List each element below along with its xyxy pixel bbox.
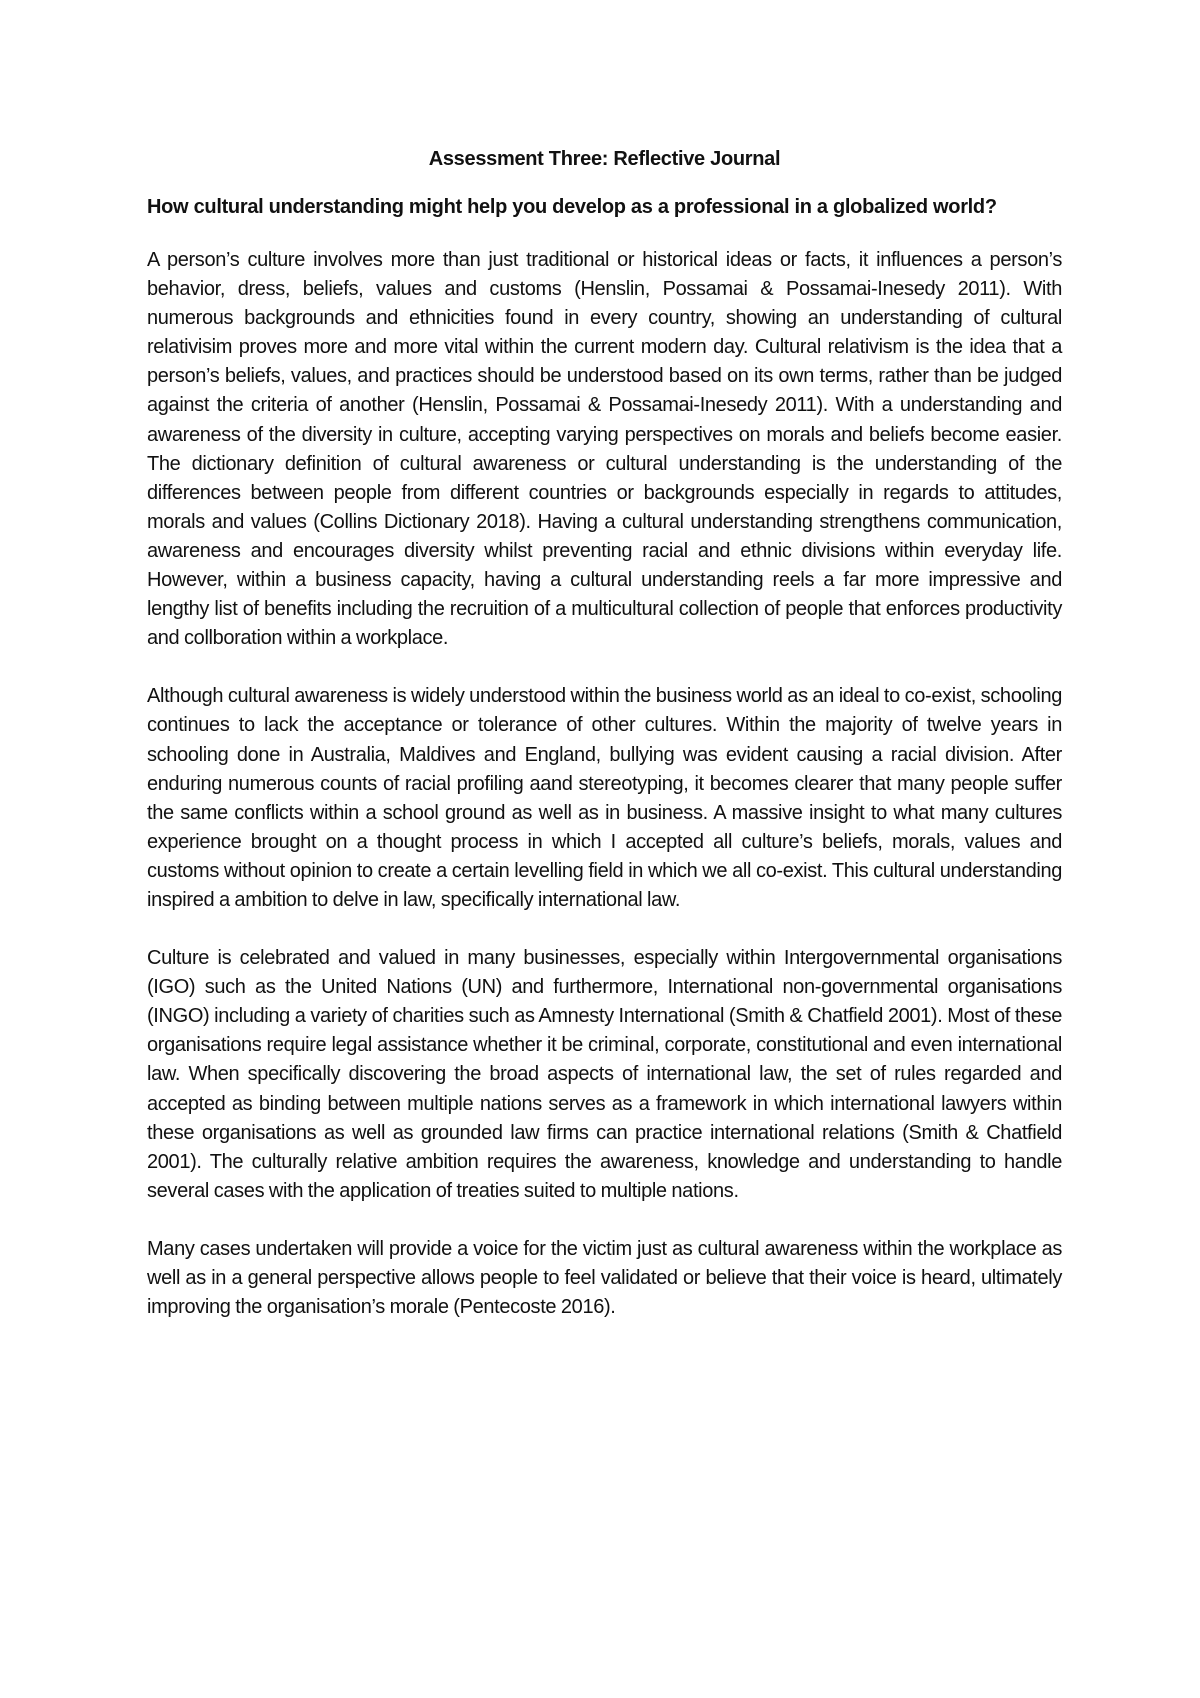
document-title: Assessment Three: Reflective Journal xyxy=(428,148,781,170)
document-page xyxy=(147,145,1062,1351)
document-question: How cultural understanding might help you develop as a professional in a globalized world? xyxy=(147,196,997,218)
paragraph-3: Culture is celebrated and valued in many businesses, especially within Intergovernmental organisations (IGO) such as the United Nations (UN) and furthermore, International non-governmental organisations (INGO) including a variety of charities such as Amnesty International (Smith & Chatfield 2001). Most of these organisations require legal assistance whether it be criminal, corporate, constitutional and even international law. When specifically discovering the broad aspects of international law, the set of rules regarded and accepted as binding between multiple nations serves as a framework in which international lawyers within these organisations as well as grounded law firms can practice international relations (Smith & Chatfield 2001). The culturally relative ambition requires the awareness, knowledge and understanding to handle several cases with the application of treaties suited to multiple nations. xyxy=(147,947,1062,1202)
paragraph-1: A person’s culture involves more than just traditional or historical ideas or facts, it influences a person’s behavior, dress, beliefs, values and customs (Henslin, Possamai & Possamai-Inesedy 2011). With numerous backgrounds and ethnicities found in every country, showing an understanding of cultural relativisim proves more and more vital within the current modern day. Cultural relativism is the idea that a person’s beliefs, values, and practices should be understood based on its own terms, rather than be judged against the criteria of another (Henslin, Possamai & Possamai-Inesedy 2011). With a understanding and awareness of the diversity in culture, accepting varying perspectives on morals and beliefs become easier. The dictionary definition of cultural awareness or cultural understanding is the understanding of the differences between people from different countries or backgrounds especially in regards to attitudes, morals and values (Collins Dictionary 2018). Having a cultural understanding strengthens communication, awareness and encourages diversity whilst preventing racial and ethnic divisions within everyday life. However, within a business capacity, having a cultural understanding reels a far more impressive and lengthy list of benefits including the recruition of a multicultural collection of people that enforces productivity and collboration within a workplace. xyxy=(147,249,1062,650)
paragraph-2: Although cultural awareness is widely understood within the business world as an ideal to co-exist, schooling continues to lack the acceptance or tolerance of other cultures. Within the majority of twelve years in schooling done in Australia, Maldives and England, bullying was evident causing a racial division. After enduring numerous counts of racial profiling aand stereotyping, it becomes clearer that many people suffer the same conflicts within a school ground as well as in business. A massive insight to what many cultures experience brought on a thought process in which I accepted all culture’s beliefs, morals, values and customs without opinion to create a certain levelling field in which we all co-exist. This cultural understanding inspired a ambition to delve in law, specifically international law. xyxy=(147,685,1062,911)
paragraph-4: Many cases undertaken will provide a voice for the victim just as cultural awareness within the workplace as well as in a general perspective allows people to feel validated or believe that their voice is heard, ultimately improving the organisation’s morale (Pentecoste 2016). xyxy=(147,1237,1062,1319)
